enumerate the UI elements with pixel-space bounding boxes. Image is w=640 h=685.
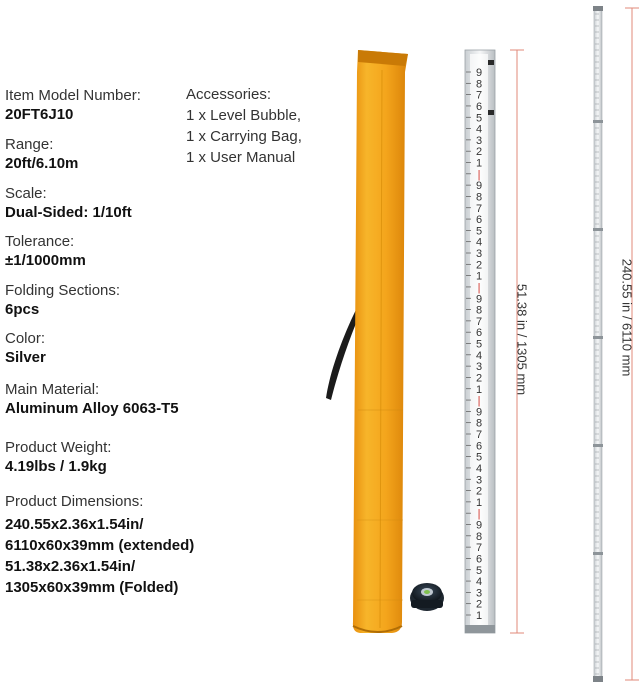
ruler-digit: 2	[475, 372, 483, 385]
ruler-digit: 5	[475, 225, 483, 238]
spec-label: Range:	[5, 136, 54, 153]
ruler-digit: 8	[475, 417, 483, 430]
accessories-title: Accessories:	[186, 86, 272, 103]
ruler-digit: 8	[475, 191, 483, 204]
folded-ruler	[465, 50, 495, 633]
spec-value-line: 1305x60x39mm (Folded)	[5, 579, 179, 596]
ruler-digit: 3	[475, 361, 483, 374]
ruler-digit: 1	[475, 610, 483, 622]
spec-label: Main Material:	[5, 381, 100, 398]
ruler-digit: |	[477, 508, 481, 521]
spec-value-line: 6110x60x39mm (extended)	[5, 537, 195, 554]
ruler-digit: 2	[475, 485, 483, 498]
spec-value-line: 51.38x2.36x1.54in/	[5, 558, 136, 575]
ruler-digit: |	[477, 395, 481, 408]
ruler-digit: 9	[475, 293, 483, 306]
ruler-digit: 3	[475, 134, 483, 147]
ruler-digit: 4	[475, 462, 483, 475]
ruler-digit: 8	[475, 78, 483, 91]
ruler-digit: 2	[475, 259, 483, 272]
accessory-item: 1 x User Manual	[186, 149, 296, 166]
spec-value: 20FT6J10	[5, 106, 74, 123]
ruler-digit: 5	[475, 564, 483, 577]
spec-label: Product Weight:	[5, 439, 112, 456]
ruler-digit: 3	[475, 248, 483, 260]
accessory-item: 1 x Level Bubble,	[186, 107, 302, 124]
accessory-item: 1 x Carrying Bag,	[186, 128, 302, 145]
spec-label: Color:	[5, 330, 46, 347]
ruler-digit: 8	[475, 304, 483, 317]
ruler-digit: 3	[475, 587, 483, 600]
spec-label: Tolerance:	[5, 233, 75, 250]
ruler-digit: 4	[475, 236, 483, 249]
spec-label: Scale:	[5, 185, 47, 202]
spec-value: 4.19lbs / 1.9kg	[5, 458, 107, 475]
spec-value: Aluminum Alloy 6063-T5	[5, 400, 179, 417]
spec-value: Silver	[5, 349, 46, 366]
ruler-digit: 1	[475, 270, 483, 283]
extended-ruler	[593, 6, 603, 682]
spec-label: Product Dimensions:	[5, 493, 144, 510]
spec-value-line: 240.55x2.36x1.54in/	[5, 516, 144, 533]
ruler-digit: |	[477, 168, 481, 181]
ruler-digit: |	[477, 281, 481, 294]
ruler-digit: 7	[475, 315, 483, 328]
ruler-digit: 5	[475, 338, 483, 351]
ruler-digit: 5	[475, 451, 483, 464]
ruler-digit: 6	[475, 100, 483, 113]
ruler-digit: 4	[475, 349, 483, 362]
ruler-digit: 1	[475, 383, 483, 396]
ruler-digit: 1	[475, 157, 483, 170]
ruler-digit: 3	[475, 474, 483, 487]
ruler-digit: 1	[475, 496, 483, 509]
ruler-digit: 6	[475, 214, 483, 227]
spec-value: Dual-Sided: 1/10ft	[5, 204, 132, 221]
spec-value: 20ft/6.10m	[5, 155, 79, 172]
ruler-digit: 9	[475, 180, 483, 193]
ruler-digit: 5	[475, 112, 483, 125]
spec-value: 6pcs	[5, 301, 40, 318]
ruler-digit: 6	[475, 327, 483, 340]
ruler-digit: 9	[475, 67, 483, 79]
ruler-digit: 7	[475, 202, 483, 215]
spec-value: ±1/1000mm	[5, 252, 86, 269]
ruler-digit: 9	[475, 406, 483, 419]
folded-dimension-label: 51.38 in / 1305 mm	[514, 283, 530, 396]
ruler-digit: 2	[475, 598, 483, 611]
ruler-digit: 6	[475, 553, 483, 566]
spec-label: Item Model Number:	[5, 87, 141, 104]
ruler-digit: 7	[475, 429, 483, 441]
ruler-digit: 4	[475, 123, 483, 136]
spec-label: Folding Sections:	[5, 282, 121, 299]
ruler-digit: 7	[475, 542, 483, 555]
level-bubble-icon	[410, 583, 444, 611]
ruler-digit: 8	[475, 530, 483, 543]
ruler-digit: 6	[475, 440, 483, 453]
ruler-digit: 4	[475, 576, 483, 589]
extended-dimension-label: 240.55 in / 6110 mm	[619, 258, 635, 377]
carrying-bag	[353, 50, 408, 633]
ruler-digit: 2	[475, 146, 483, 159]
ruler-digit: 7	[475, 89, 483, 102]
ruler-digit: 9	[475, 519, 483, 532]
